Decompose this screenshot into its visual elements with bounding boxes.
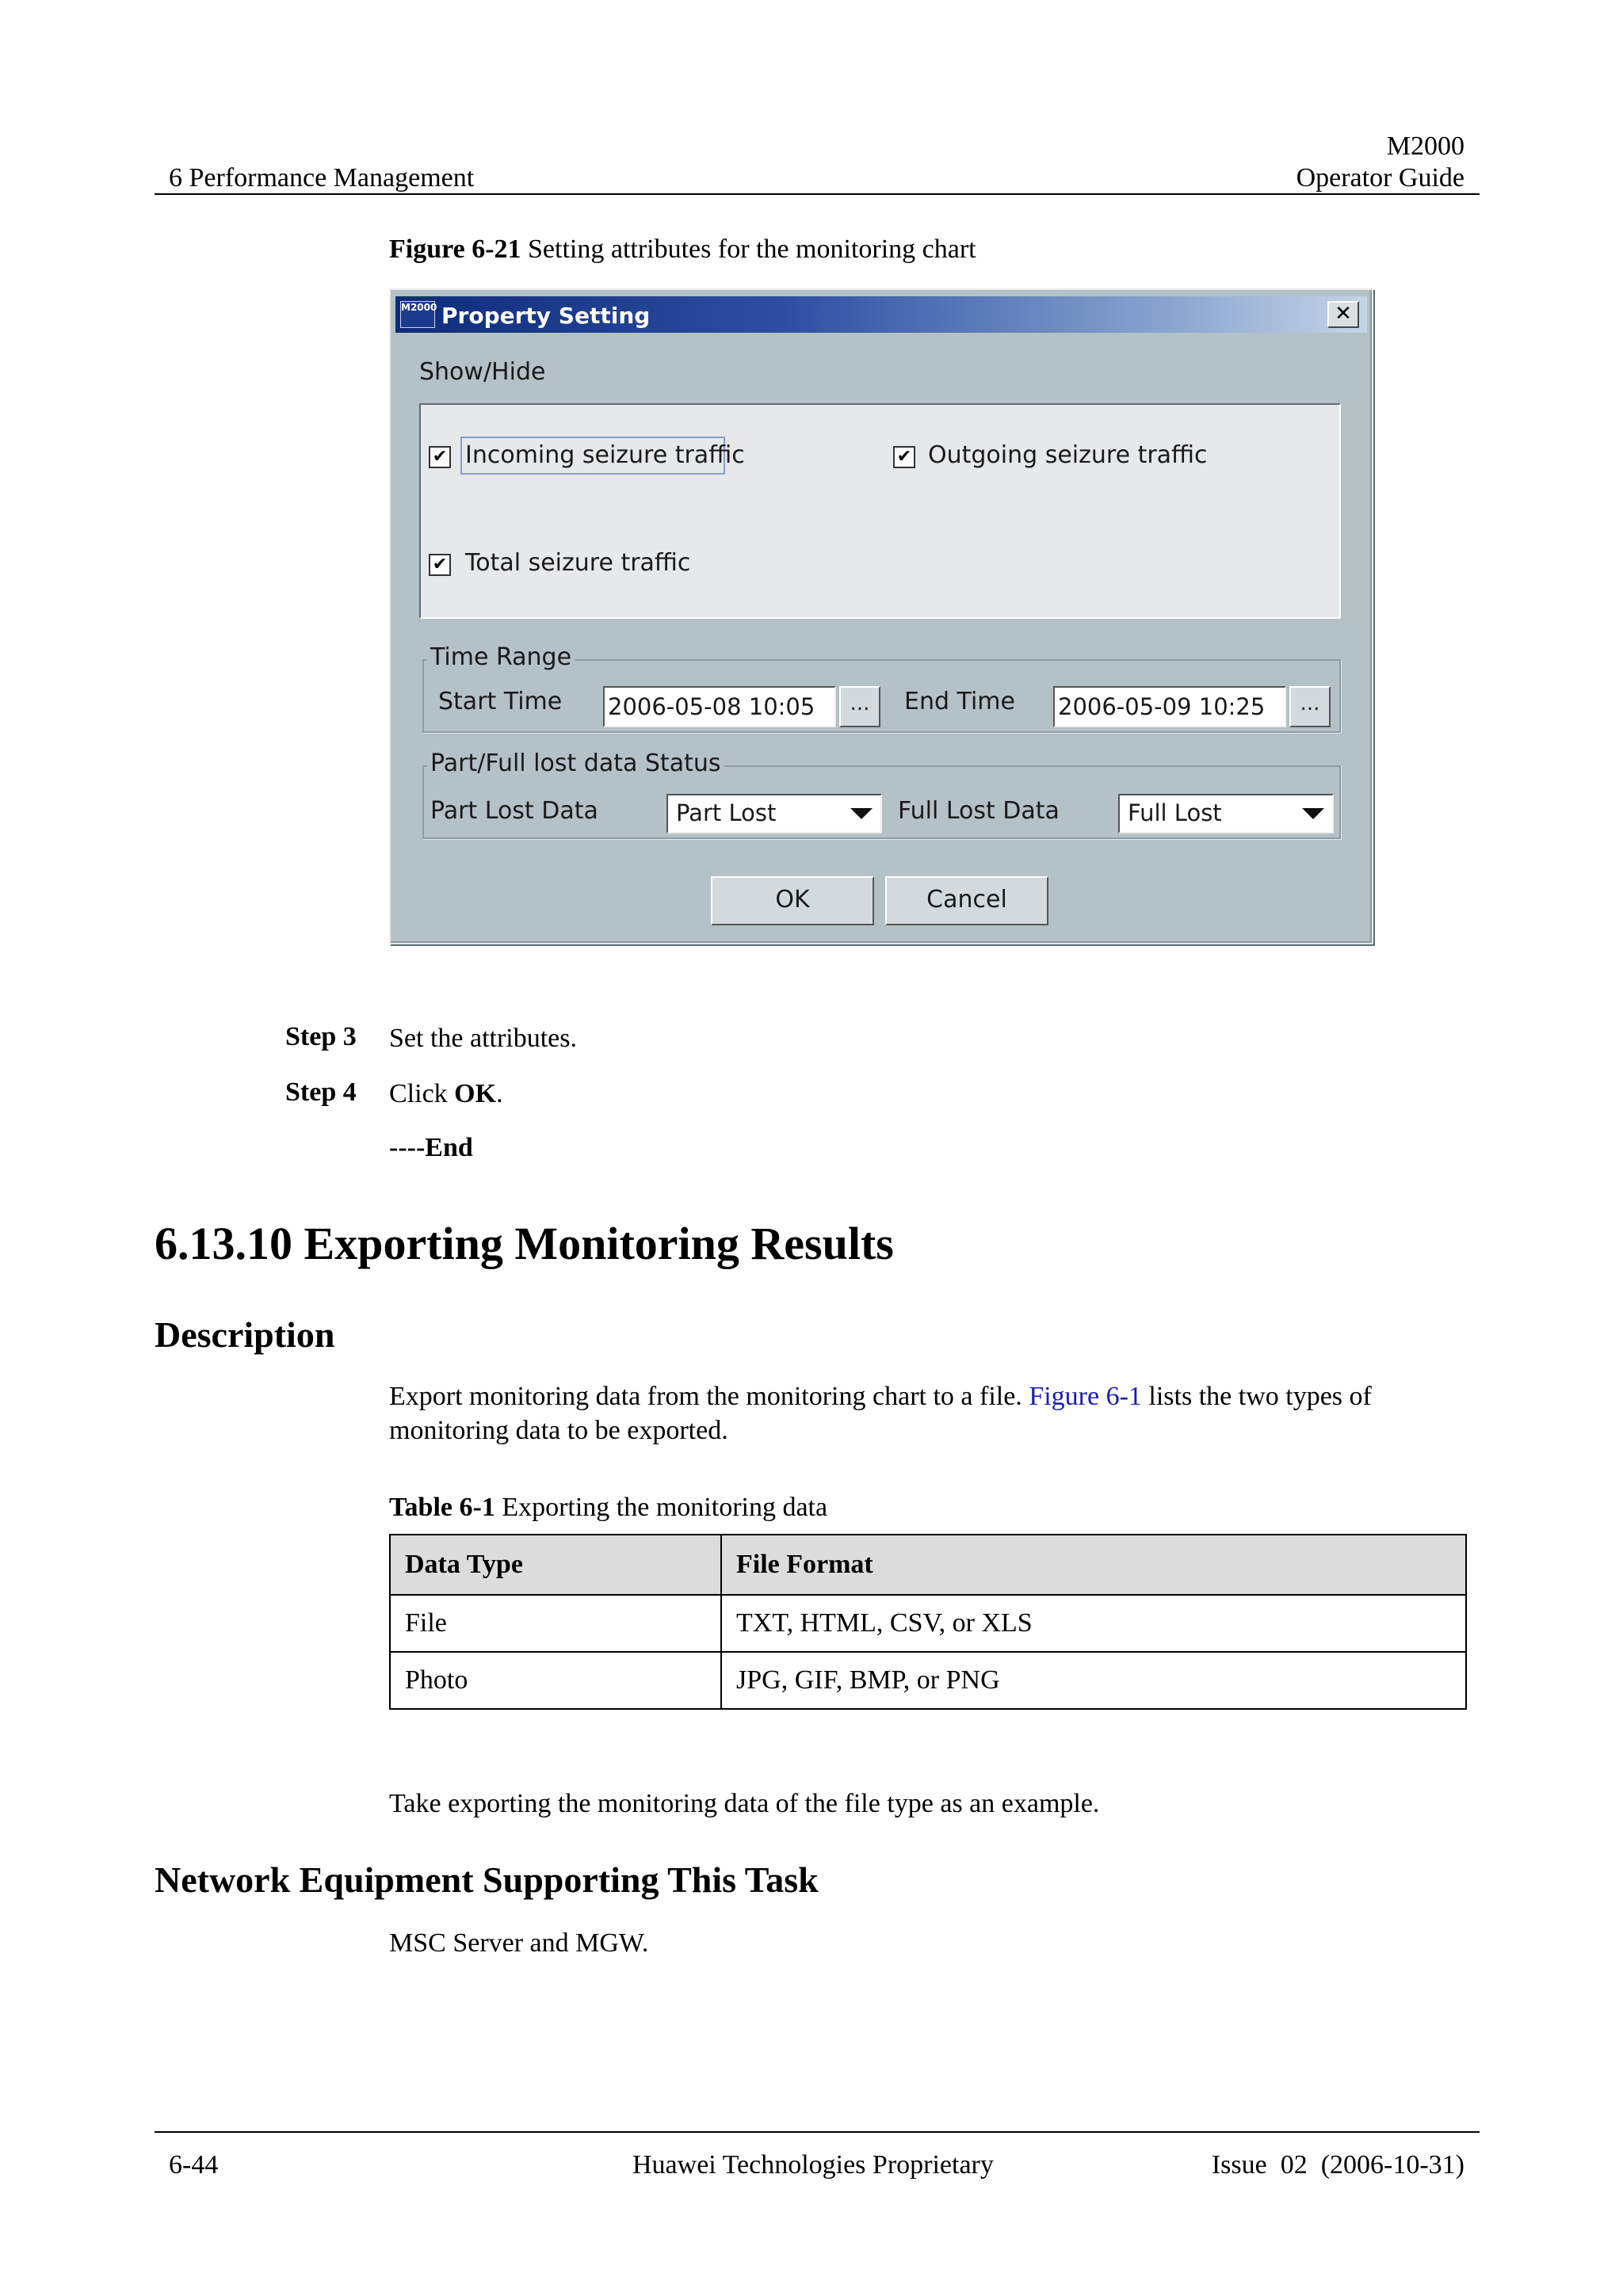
- close-button[interactable]: [1327, 301, 1359, 328]
- start-time-field[interactable]: 2006-05-08 10:05: [603, 686, 836, 727]
- step-3-text: Set the attributes.: [389, 1024, 578, 1053]
- outgoing-seizure-checkbox[interactable]: ✔: [893, 446, 915, 468]
- end-marker: ----End: [389, 1133, 473, 1162]
- ok-button[interactable]: OK: [711, 876, 874, 925]
- network-text: MSC Server and MGW.: [389, 1928, 649, 1958]
- start-time-browse-button[interactable]: ...: [839, 686, 880, 727]
- close-icon: ✕: [1335, 302, 1352, 326]
- footer-page: 6-44: [169, 2150, 219, 2180]
- part-lost-value: Part Lost: [676, 799, 777, 826]
- incoming-seizure-label[interactable]: Incoming seizure traffic: [465, 441, 745, 469]
- start-time-label: Start Time: [438, 688, 563, 715]
- table-header-row: [390, 1535, 1466, 1595]
- incoming-seizure-checkbox[interactable]: ✔: [429, 446, 451, 468]
- show-hide-panel: [419, 403, 1341, 619]
- figure-caption: [389, 235, 976, 265]
- step-4-suffix: .: [496, 1079, 503, 1108]
- end-time-browse-button[interactable]: ...: [1289, 686, 1331, 727]
- time-range-legend: Time Range: [427, 643, 575, 671]
- footer-center: Huawei Technologies Proprietary: [632, 2150, 994, 2180]
- section-title: 6.13.10 Exporting Monitoring Results: [155, 1218, 894, 1269]
- table-cell: File: [390, 1595, 721, 1652]
- step-4-label: Step 4: [285, 1077, 357, 1107]
- step-4-text: [389, 1077, 503, 1112]
- figure-link[interactable]: Figure 6-1: [1029, 1382, 1142, 1411]
- table-cell: TXT, HTML, CSV, or XLS: [721, 1595, 1466, 1652]
- table-header-cell: File Format: [721, 1535, 1466, 1595]
- total-seizure-checkbox[interactable]: ✔: [429, 554, 451, 576]
- network-heading: Network Equipment Supporting This Task: [155, 1859, 819, 1900]
- cancel-button[interactable]: Cancel: [885, 876, 1048, 925]
- header-product: M2000: [1386, 132, 1465, 161]
- table-row: [390, 1595, 1466, 1652]
- part-lost-data-label: Part Lost Data: [430, 797, 598, 825]
- outgoing-seizure-label[interactable]: Outgoing seizure traffic: [928, 441, 1208, 469]
- footer-rule: [155, 2131, 1480, 2133]
- chevron-down-icon: [1302, 808, 1324, 819]
- description-prefix: Export monitoring data from the monitoring chart to a file.: [389, 1382, 1029, 1411]
- description-suffix: lists the two types of: [1141, 1382, 1372, 1411]
- dialog-title: Property Setting: [441, 303, 651, 329]
- full-lost-value: Full Lost: [1128, 799, 1222, 826]
- chevron-down-icon: [850, 808, 873, 819]
- lost-data-legend: Part/Full lost data Status: [427, 749, 724, 777]
- export-table: [389, 1534, 1467, 1710]
- footer-issue: Issue 02 (2006-10-31): [1211, 2150, 1465, 2180]
- step-4-prefix: Click: [389, 1079, 455, 1108]
- dialog-titlebar[interactable]: [395, 296, 1367, 333]
- show-hide-label: Show/Hide: [419, 358, 546, 386]
- description-heading: Description: [155, 1314, 335, 1355]
- table-caption: [389, 1493, 827, 1523]
- property-setting-dialog: [389, 288, 1373, 944]
- end-time-label: End Time: [904, 688, 1015, 715]
- header-chapter: 6 Performance Management: [169, 163, 475, 193]
- table-row: [390, 1652, 1466, 1709]
- part-lost-select[interactable]: [666, 794, 882, 833]
- example-text: Take exporting the monitoring data of the file type as an example.: [389, 1789, 1100, 1818]
- full-lost-data-label: Full Lost Data: [898, 797, 1060, 825]
- end-time-field[interactable]: 2006-05-09 10:25: [1053, 686, 1286, 727]
- figure-label: Figure 6-21: [389, 235, 521, 264]
- step-4-bold: OK: [454, 1079, 497, 1108]
- table-cell: JPG, GIF, BMP, or PNG: [721, 1652, 1466, 1709]
- full-lost-select[interactable]: [1118, 794, 1334, 833]
- app-icon: M2000: [400, 301, 435, 328]
- table-label: Table 6-1: [389, 1493, 495, 1522]
- total-seizure-label[interactable]: Total seizure traffic: [465, 549, 691, 577]
- table-header-cell: Data Type: [390, 1535, 721, 1595]
- description-line-2: monitoring data to be exported.: [389, 1416, 728, 1445]
- step-3-label: Step 3: [285, 1022, 357, 1051]
- header-rule: [155, 193, 1480, 195]
- table-caption-text: Exporting the monitoring data: [502, 1493, 828, 1522]
- header-doc-title: Operator Guide: [1296, 163, 1465, 193]
- table-cell: Photo: [390, 1652, 721, 1709]
- description-line-1: [389, 1380, 1372, 1414]
- figure-caption-text: Setting attributes for the monitoring chart: [528, 235, 976, 264]
